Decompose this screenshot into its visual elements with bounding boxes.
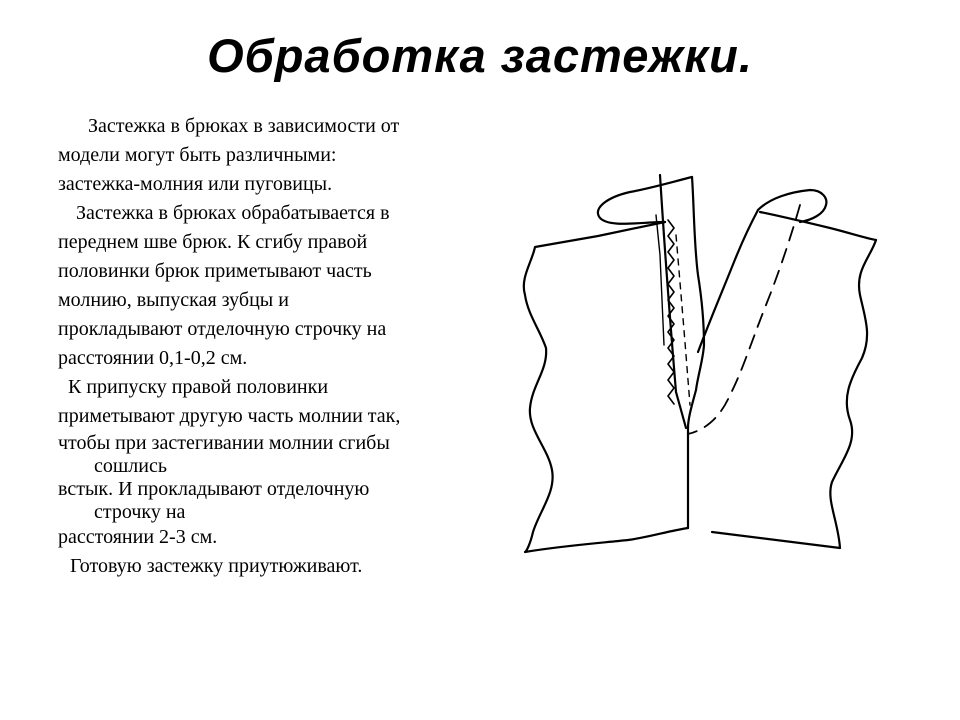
text-line: Готовую застежку приутюживают. — [70, 555, 363, 577]
text-line: чтобы при застегивании молнии сгибы — [58, 432, 390, 454]
trouser-fly-illustration — [515, 160, 895, 570]
text-line: модели могут быть различными: — [58, 144, 337, 166]
text-line-wrap: строчку на — [94, 501, 186, 523]
body-text — [58, 112, 488, 581]
text-line: Застежка в брюках обрабатывается в — [76, 202, 390, 224]
left-fold — [598, 177, 692, 224]
fly-seam — [688, 177, 704, 528]
left-stitch — [676, 235, 690, 405]
text-line: застежка-молния или пуговицы. — [58, 173, 333, 195]
text-line: половинки брюк приметывают часть — [58, 260, 372, 282]
text-line: К припуску правой половинки — [68, 376, 329, 398]
slide-title: Обработка застежки. — [207, 29, 753, 82]
text-line: встык. И прокладывают отделочную — [58, 478, 370, 500]
text-line: приметывают другую часть молнии так, — [58, 405, 401, 427]
right-panel-outline — [698, 210, 758, 352]
text-line: расстоянии 0,1-0,2 см. — [58, 347, 248, 369]
right-fold — [758, 190, 826, 222]
text-line-wrap: сошлись — [94, 455, 167, 477]
text-line: расстоянии 2-3 см. — [58, 526, 218, 548]
left-panel-outline — [524, 222, 688, 552]
text-line: переднем шве брюк. К сгибу правой — [58, 231, 368, 253]
text-line: Застежка в брюках в зависимости от — [88, 115, 400, 137]
text-line: молнию, выпуская зубцы и — [58, 289, 289, 311]
right-side-edge — [712, 240, 876, 548]
text-line: прокладывают отделочную строчку на — [58, 318, 387, 340]
